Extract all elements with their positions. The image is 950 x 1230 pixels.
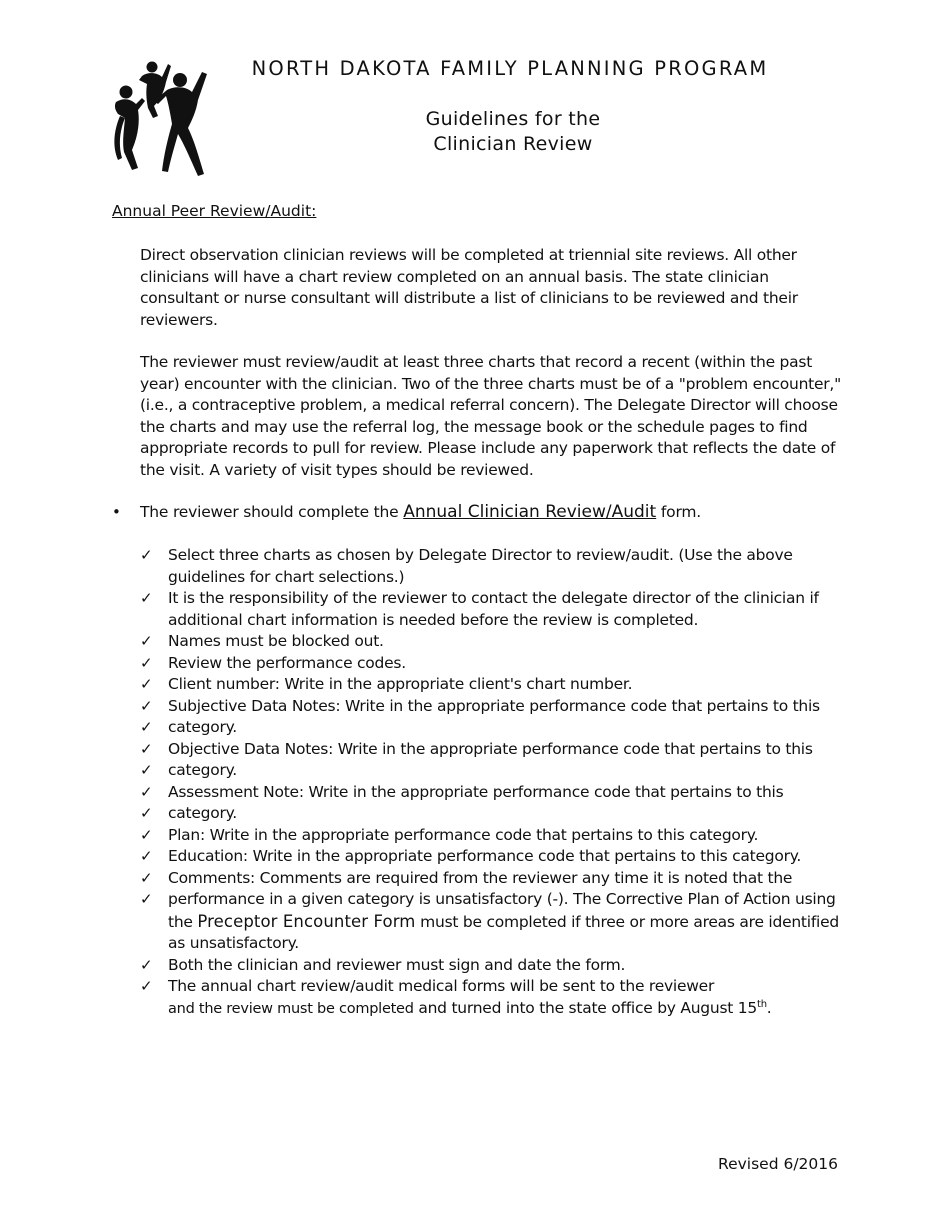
checklist-item: ✓ Subjective Data Notes: Write in the appropriate performance code that pertains to this	[140, 696, 855, 718]
checkmark-icon: ✓	[140, 890, 153, 908]
checkmark-icon: ✓	[140, 868, 153, 887]
paragraph-observation-reviews: Direct observation clinician reviews will be completed at triennial site reviews. All other clinicians will have a chart review completed on an annual basis. The state clinician consultant or nurse consultant will distribute a list of clinicians to be reviewed and their reviewers.	[140, 246, 798, 329]
checkmark-icon: ✓	[140, 718, 153, 736]
checkmark-icon: ✓	[140, 804, 153, 822]
checklist-item: ✓ category.	[140, 717, 855, 739]
checkmark-icon: ✓	[140, 589, 153, 607]
preceptor-form-name: Preceptor Encounter Form	[197, 911, 416, 931]
checkmark-icon: ✓	[140, 675, 153, 693]
checkmark-icon: ✓	[140, 653, 153, 672]
checkmark-icon: ✓	[140, 632, 153, 650]
checklist-item-deadline: ✓ The annual chart review/audit medical forms will be sent to the reviewer and the review must be completed and turned into the state office by August 15th.	[140, 977, 772, 1017]
organization-title: NORTH DAKOTA FAMILY PLANNING PROGRAM	[251, 57, 769, 80]
checklist-item: ✓ Education: Write in the appropriate performance code that pertains to this category.	[140, 846, 855, 868]
checkmark-icon: ✓	[140, 546, 153, 564]
review-checklist	[140, 545, 855, 1020]
checklist-item: ✓ Assessment Note: Write in the appropriate performance code that pertains to this	[140, 782, 855, 804]
checklist-item-corrective-plan: ✓ performance in a given category is unsatisfactory (-). The Corrective Plan of Action using the Preceptor Encounter Form must be completed if three or more areas are identified as unsatisfactory.	[140, 890, 839, 952]
bullet-suffix: form.	[656, 503, 701, 521]
checklist-item: ✓ Names must be blocked out.	[140, 631, 855, 653]
checkmark-icon: ✓	[140, 739, 153, 758]
checklist-item: ✓ Both the clinician and reviewer must sign and date the form.	[140, 955, 855, 977]
checklist-item: ✓ category.	[140, 803, 855, 825]
checklist-item: ✓ Select three charts as chosen by Delegate Director to review/audit. (Use the above guidelines for chart selections.)	[140, 546, 793, 586]
bullet-text	[140, 502, 852, 524]
checklist-item: ✓ It is the responsibility of the reviewer to contact the delegate director of the clinician if additional chart information is needed before the review is completed.	[140, 589, 819, 629]
checklist-item: ✓ Client number: Write in the appropriate client's chart number.	[140, 674, 855, 696]
checklist-item: ✓ Comments: Comments are required from the reviewer any time it is noted that the	[140, 868, 855, 890]
checklist-item: ✓ category.	[140, 760, 855, 782]
checkmark-icon: ✓	[140, 825, 153, 844]
checkmark-icon: ✓	[140, 761, 153, 779]
revision-date: Revised 6/2016	[718, 1155, 838, 1173]
paragraph-chart-requirements: The reviewer must review/audit at least three charts that record a recent (within the past year) encounter with the clinician. Two of the three charts must be of a "problem encounter," (i.e., a contraceptive problem, a medical referral concern). The Delegate Director will choose the charts and may use the referral log, the message book or the schedule pages to find appropriate records to pull for review. Please include any paperwork that reflects the date of the visit. A variety of visit types should be reviewed.	[140, 353, 841, 479]
section-heading: Annual Peer Review/Audit:	[112, 202, 317, 220]
bullet-prefix: The reviewer should complete the	[140, 503, 404, 521]
checkmark-icon: ✓	[140, 977, 153, 995]
checkmark-icon: ✓	[140, 696, 153, 715]
checklist-item: ✓ Review the performance codes.	[140, 653, 855, 675]
checklist-item: ✓ Objective Data Notes: Write in the appropriate performance code that pertains to this	[140, 739, 855, 761]
bullet-dot-icon: •	[112, 503, 121, 521]
document-title	[413, 107, 613, 157]
checkmark-icon: ✓	[140, 955, 153, 974]
title-line-1: Guidelines for the	[425, 108, 601, 130]
form-name-link: Annual Clinician Review/Audit	[403, 502, 657, 522]
checklist-item: ✓ Plan: Write in the appropriate performance code that pertains to this category.	[140, 825, 855, 847]
checkmark-icon: ✓	[140, 847, 153, 865]
checkmark-icon: ✓	[140, 782, 153, 801]
title-line-2: Clinician Review	[433, 133, 593, 155]
family-figures-logo-icon	[112, 58, 210, 176]
